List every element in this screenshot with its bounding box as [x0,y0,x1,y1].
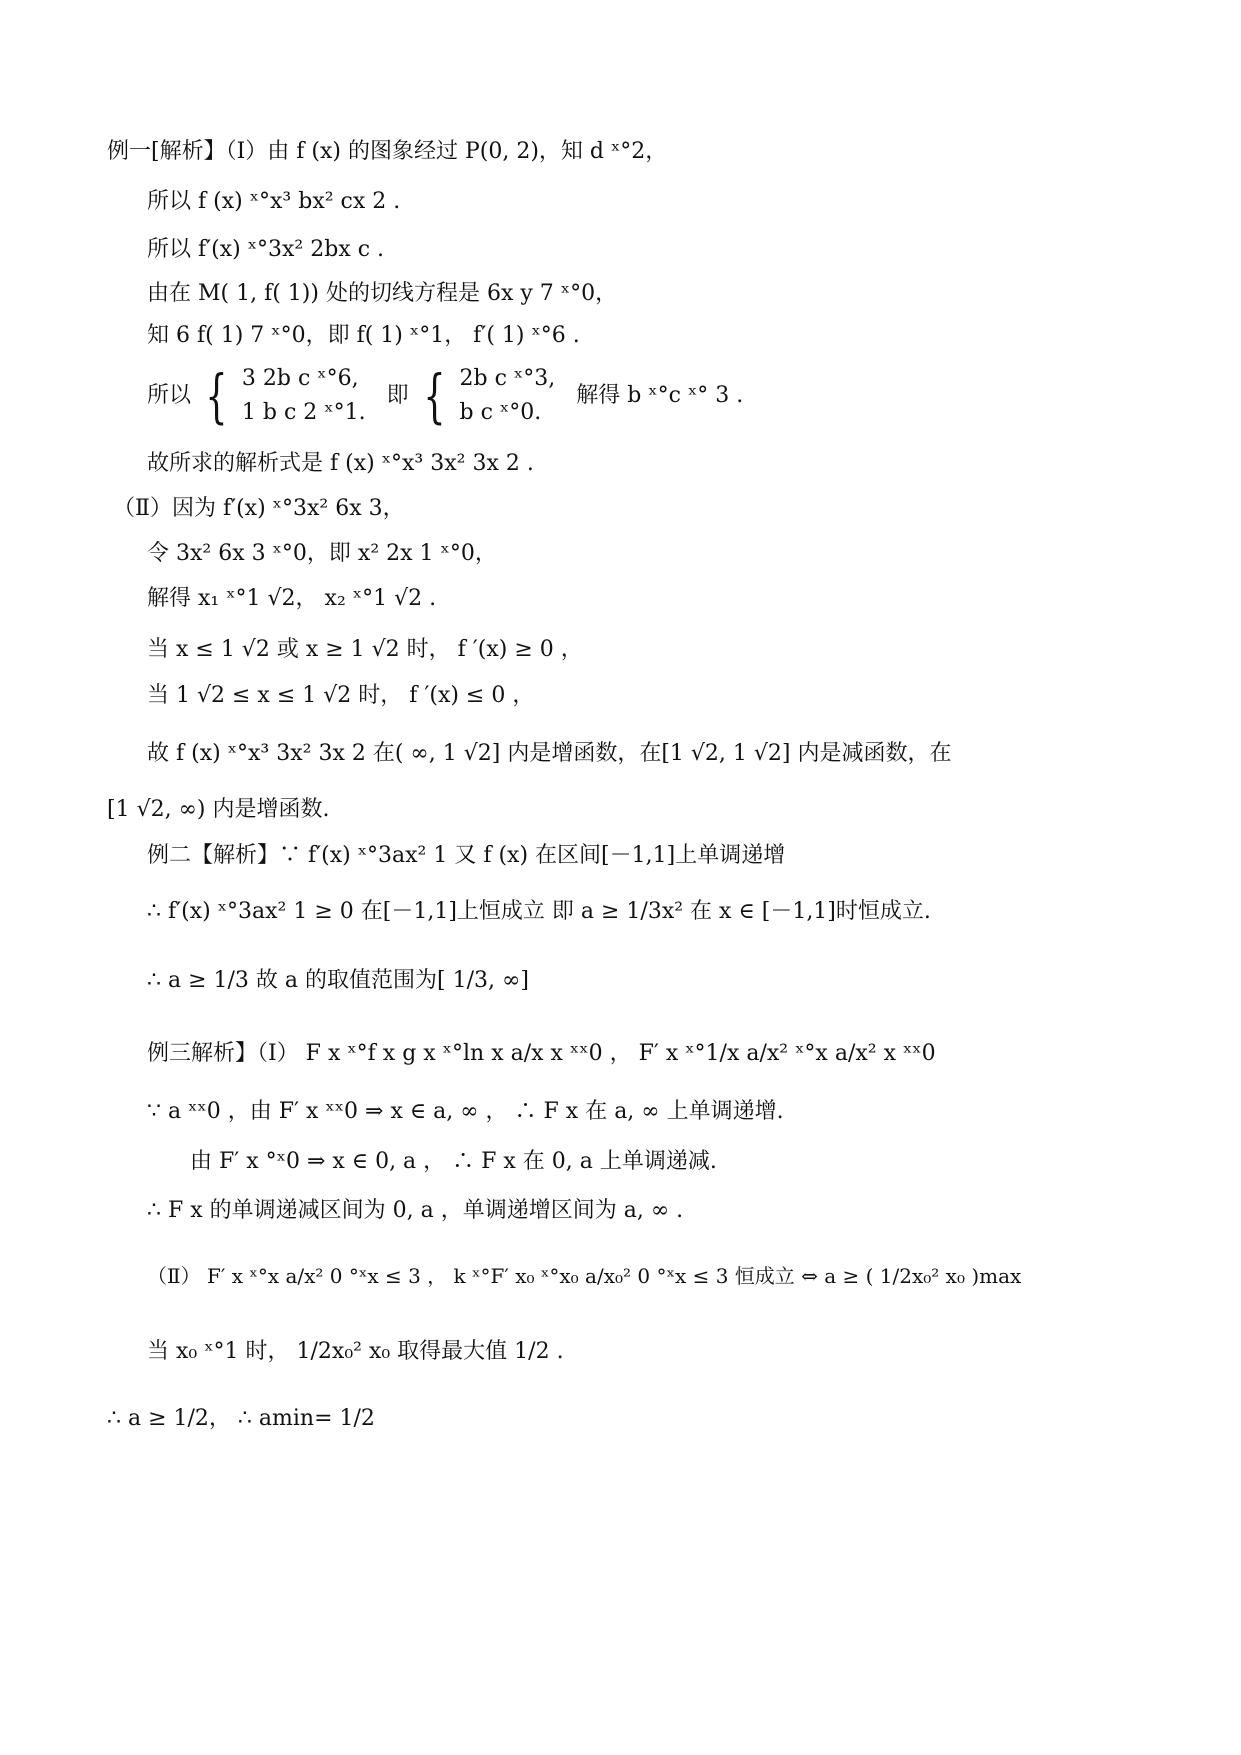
text-line: 由 F′ x °ˣ0 ⇒ x ∈ 0, a ， ∴ F x 在 0, a 上单调递减. [190,1149,717,1174]
system-label-so: 所以 [147,383,192,408]
text-line: ∴ F x 的单调递减区间为 0, a ，单调递增区间为 a, ∞ . [147,1198,684,1223]
text-line: 由在 M( 1, f( 1)) 处的切线方程是 6x y 7 ˣ°0， [147,281,618,306]
text-line: ∴ f′(x) ˣ°3ax² 1 ≥ 0 在[－1,1]上恒成立 即 a ≥ 1/3x² 在 x ∈ [－1,1]时恒成立. [147,899,931,924]
text-line: ∴ a ≥ 1/2， ∴ amin= 1/2 [107,1406,375,1431]
text-line: 例二【解析】∵ f′(x) ˣ°3ax² 1 又 f (x) 在区间[－1,1]上单调递增 [147,843,786,868]
text-line: ∴ a ≥ 1/3 故 a 的取值范围为[ 1/3, ∞] [147,968,529,993]
text-line: ∵ a ˣˣ0 ，由 F′ x ˣˣ0 ⇒ x ∈ a, ∞ ， ∴ F x 在 a, ∞ 上单调递增. [147,1099,784,1124]
text-line: 故所求的解析式是 f (x) ˣ°x³ 3x² 3x 2 . [147,451,534,476]
text-line: （Ⅱ） F′ x ˣ°x a/x² 0 °ˣx ≤ 3 ， k ˣ°F′ x₀ ˣ°x₀ a/x₀² 0 °ˣx ≤ 3 恒成立 ⇔ a ≥ ( 1/2x₀² x₀ )max [147,1264,1022,1288]
text-line: 解得 x₁ ˣ°1 √2， x₂ ˣ°1 √2 . [147,586,437,611]
system-label-that-is: 即 [386,383,409,408]
left-brace: { [205,362,228,430]
text-line: [1 √2, ∞) 内是增函数. [107,797,330,822]
text-line: 例三解析】（Ⅰ） F x ˣ°f x g x ˣ°ln x a/x x ˣˣ0 ， F′ x ˣ°1/x a/x² ˣ°x a/x² x ˣˣ0 [147,1041,936,1066]
text-line: 当 1 √2 ≤ x ≤ 1 √2 时， f ′(x) ≤ 0 ， [147,683,535,708]
system-rows-2 [460,362,556,430]
text-line: 知 6 f( 1) 7 ˣ°0，即 f( 1) ˣ°1， f′( 1) ˣ°6 . [147,323,580,348]
system-row: b c ˣ°0. [459,400,542,425]
text-line: 当 x₀ ˣ°1 时， 1/2x₀² x₀ 取得最大值 1/2 . [147,1339,564,1364]
system-rows-1 [242,362,366,430]
text-line: 例一[解析】（Ⅰ）由 f (x) 的图象经过 P(0, 2)，知 d ˣ°2， [107,139,668,164]
system-row: 3 2b c ˣ°6, [241,366,359,391]
text-line: 令 3x² 6x 3 ˣ°0，即 x² 2x 1 ˣ°0， [147,541,497,566]
text-line: 当 x ≤ 1 √2 或 x ≥ 1 √2 时， f ′(x) ≥ 0 ， [147,637,583,662]
text-line: 所以 f′(x) ˣ°3x² 2bx c . [147,237,385,262]
equation-system [147,362,743,430]
text-line: 故 f (x) ˣ°x³ 3x² 3x 2 在( ∞, 1 √2] 内是增函数，在[1 √2, 1 √2] 内是减函数，在 [147,741,952,766]
system-result: 解得 b ˣ°c ˣ° 3 . [576,383,744,408]
left-brace: { [423,362,446,430]
text-line: 所以 f (x) ˣ°x³ bx² cx 2 . [147,189,401,214]
system-row: 1 b c 2 ˣ°1. [241,400,366,425]
text-line: （Ⅱ）因为 f′(x) ˣ°3x² 6x 3， [113,496,405,521]
system-row: 2b c ˣ°3, [459,366,556,391]
